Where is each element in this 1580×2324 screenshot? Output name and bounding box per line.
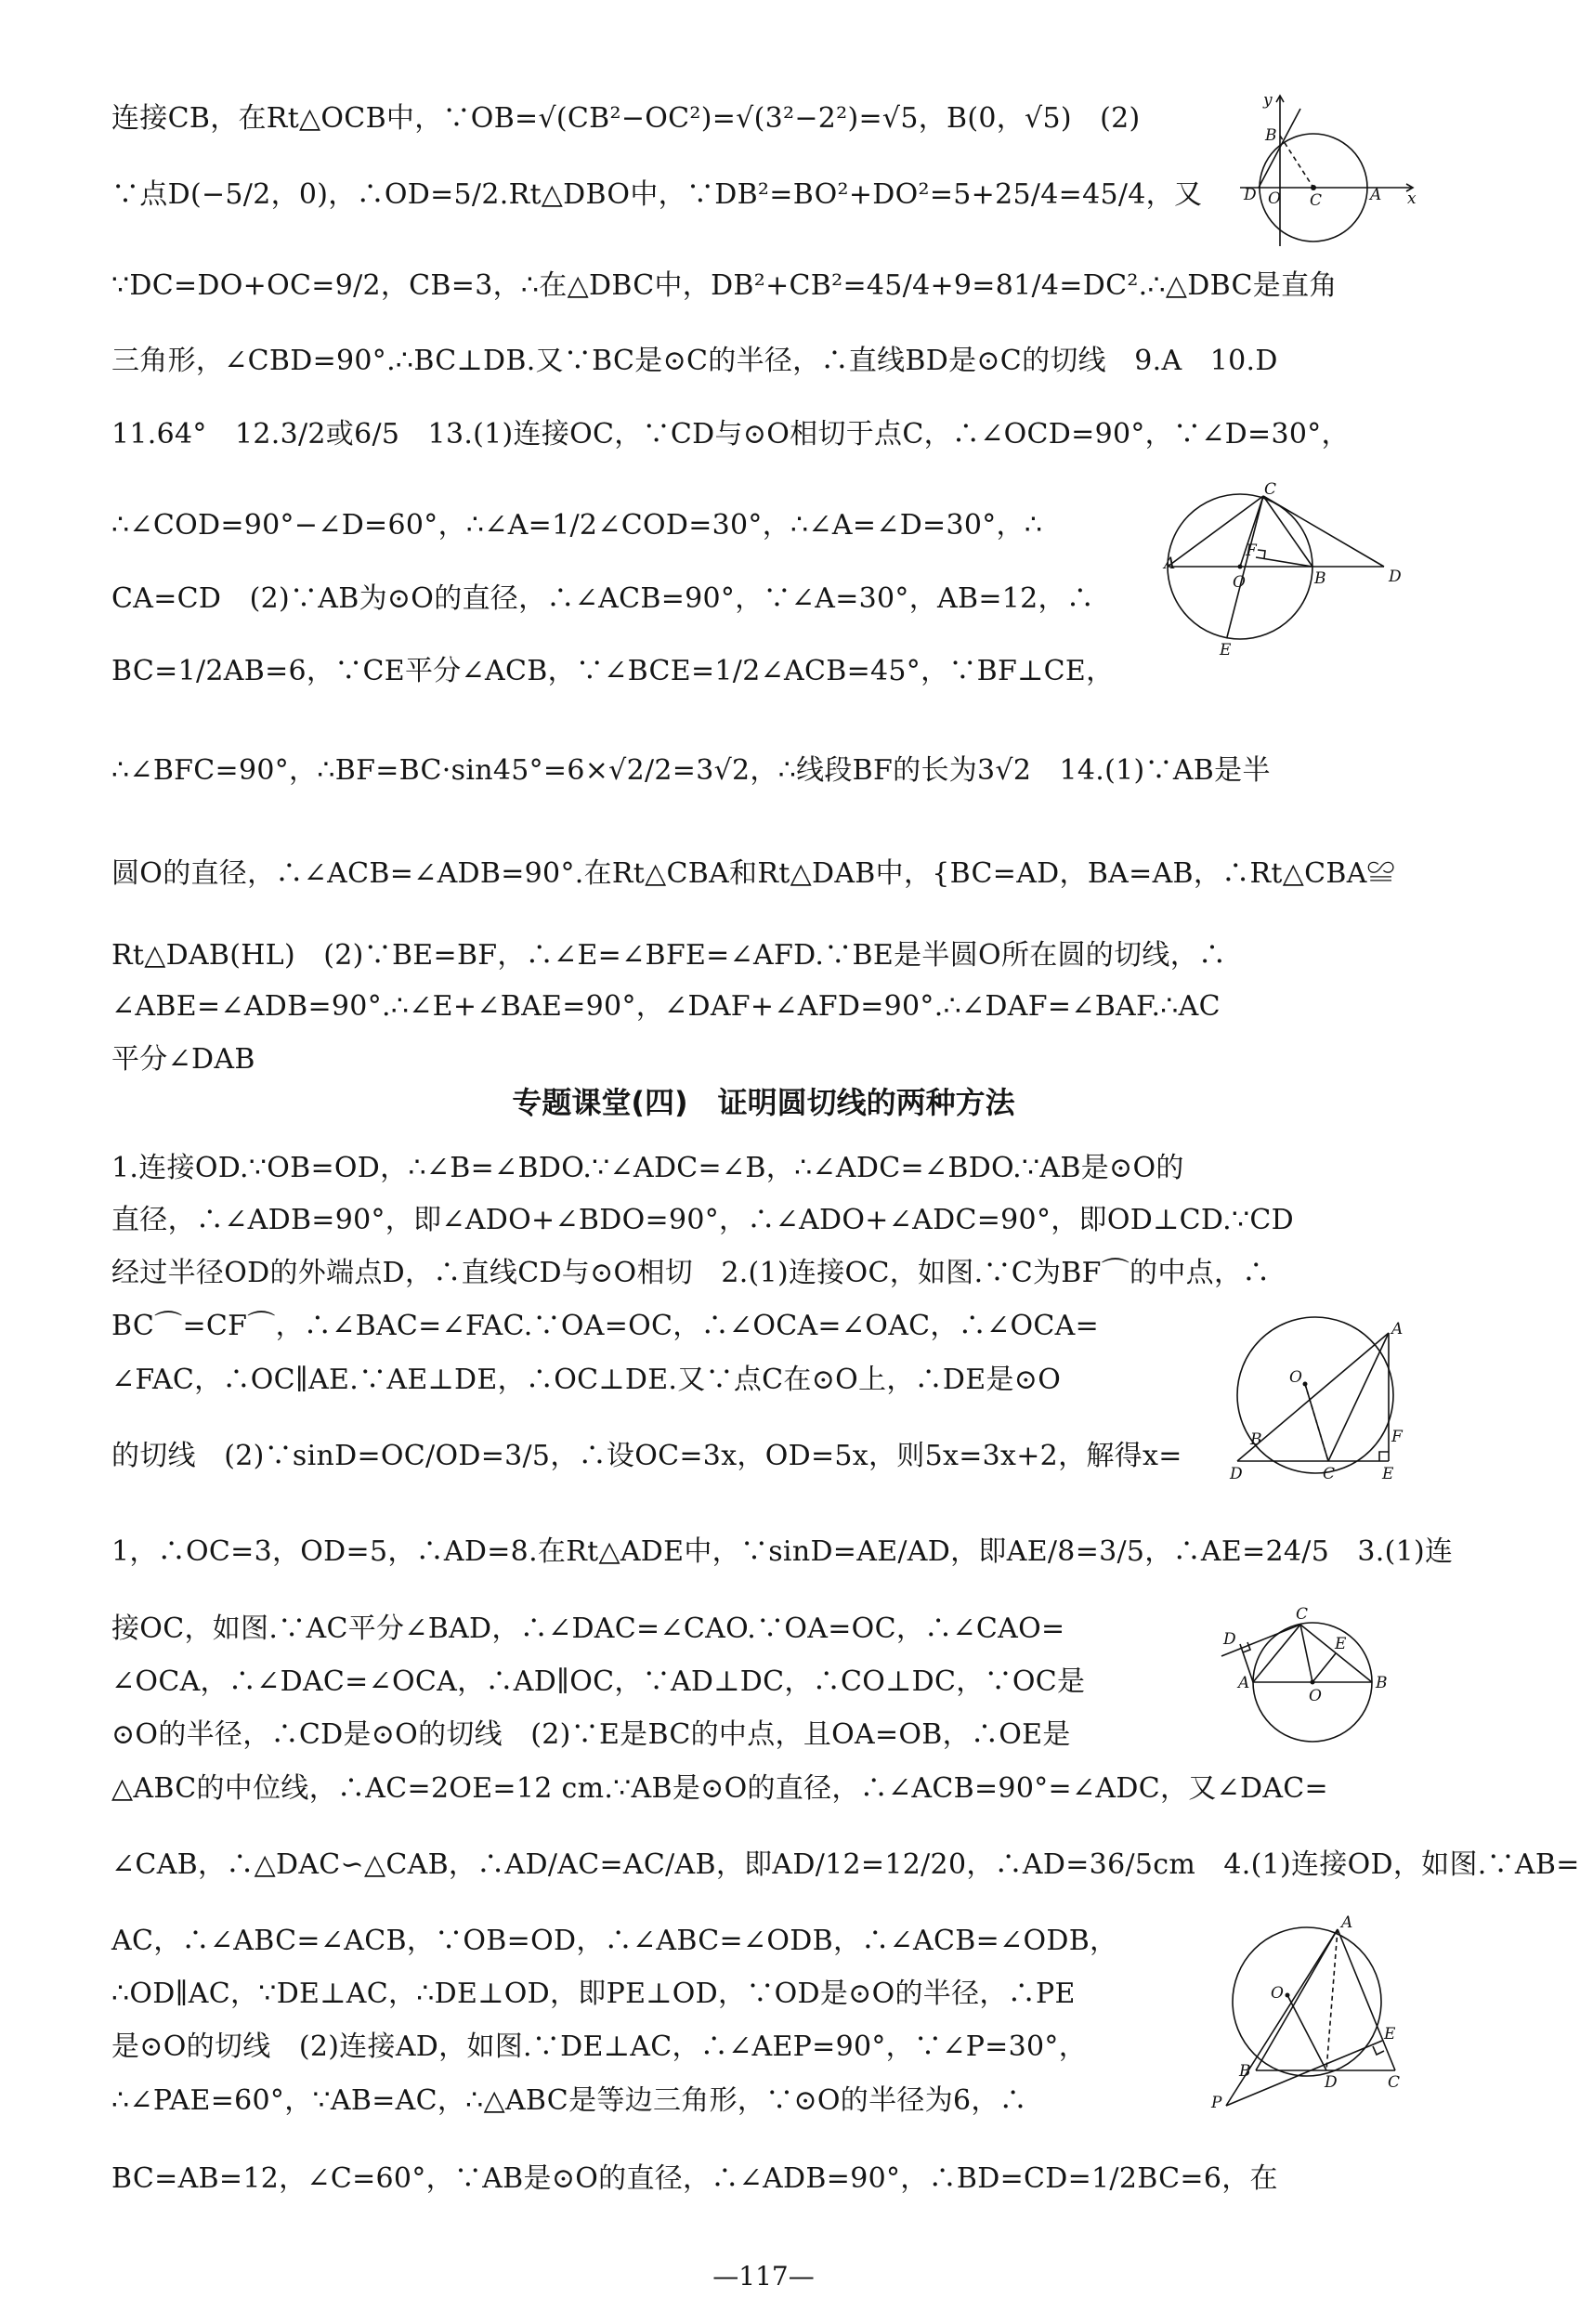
figure-equilateral-circle	[1198, 1909, 1407, 2113]
text-line: ∴OD∥AC，∵DE⊥AC，∴DE⊥OD，即PE⊥OD，∵OD是⊙O的半径，∴PE	[111, 1978, 1076, 2010]
figure-tangent-cd	[1164, 480, 1412, 669]
fig3-label: B	[1250, 1430, 1262, 1449]
text-line: BC=AB=12，∠C=60°，∵AB是⊙O的直径，∴∠ADB=90°，∴BD=CD=1/2BC=6，在	[111, 2162, 1278, 2195]
fig2-label: D	[1389, 568, 1402, 586]
text-line: Rt△DAB(HL) (2)∵BE=BF，∴∠E=∠BFE=∠AFD.∵BE是半圆O所在圆的切线，∴	[111, 939, 1227, 972]
fig2-label: A	[1164, 555, 1176, 573]
fig4-label: E	[1335, 1635, 1347, 1653]
fig3-label: F	[1391, 1428, 1403, 1446]
fig1-label: D	[1244, 186, 1257, 204]
text-line: ∠OCA，∴∠DAC=∠OCA，∴AD∥OC，∵AD⊥DC，∴CO⊥DC，∵OC是	[111, 1665, 1086, 1698]
fig1-label: x	[1407, 189, 1417, 208]
text-line: ∠ABE=∠ADB=90°.∴∠E+∠BAE=90°，∠DAF+∠AFD=90°.∴∠DAF=∠BAF.∴AC	[111, 990, 1221, 1023]
figure-tangent-semicircle	[1212, 1602, 1417, 1742]
text-line: ∠FAC，∴OC∥AE.∵AE⊥DE，∴OC⊥DE.又∵点C在⊙O上，∴DE是⊙O	[111, 1364, 1062, 1396]
text-line: 直径，∴∠ADB=90°，即∠ADO+∠BDO=90°，∴∠ADO+∠ADC=90°，即OD⊥CD.∵CD	[111, 1204, 1294, 1236]
fig5-label: P	[1211, 2094, 1222, 2112]
text-line: CA=CD (2)∵AB为⊙O的直径，∴∠ACB=90°，∵∠A=30°，AB=12，∴	[111, 582, 1095, 615]
text-line: 是⊙O的切线 (2)连接AD，如图.∵DE⊥AC，∴∠AEP=90°，∵∠P=30°，	[111, 2030, 1087, 2063]
fig1-label: A	[1370, 186, 1382, 204]
fig5-label: D	[1325, 2073, 1338, 2092]
section-title: 专题课堂(四) 证明圆切线的两种方法	[512, 1085, 1015, 1120]
fig5-label: C	[1388, 2073, 1401, 2092]
fig1-label: y	[1263, 91, 1273, 110]
text-line: 平分∠DAB	[111, 1043, 255, 1076]
fig3-label: O	[1289, 1368, 1302, 1387]
fig5-label: B	[1239, 2062, 1251, 2081]
fig2-label: E	[1220, 641, 1232, 659]
text-line: 1.连接OD.∵OB=OD，∴∠B=∠BDO.∵∠ADC=∠B，∴∠ADC=∠BDO.∵AB是⊙O的	[111, 1152, 1184, 1184]
page-number: —117—	[712, 2261, 815, 2291]
fig3-label: C	[1323, 1465, 1336, 1483]
fig4-label: A	[1238, 1674, 1250, 1692]
fig4-label: C	[1296, 1605, 1309, 1624]
fig3-label: E	[1382, 1465, 1394, 1483]
text-line: ∵点D(−5/2，0)，∴OD=5/2.Rt△DBO中，∵DB²=BO²+DO²=5+25/4=45/4，又	[111, 178, 1203, 211]
fig2-label: O	[1233, 573, 1246, 592]
fig4-label: D	[1223, 1630, 1236, 1649]
fig1-label: B	[1265, 126, 1277, 145]
text-line: BC⌒=CF⌒，∴∠BAC=∠FAC.∵OA=OC，∴∠OCA=∠OAC，∴∠OCA=	[111, 1310, 1100, 1342]
text-line: ∴∠PAE=60°，∵AB=AC，∴△ABC是等边三角形，∵⊙O的半径为6，∴	[111, 2084, 1027, 2117]
text-line: 的切线 (2)∵sinD=OC/OD=3/5，∴设OC=3x，OD=5x，则5x=3x+2，解得x=	[111, 1440, 1182, 1472]
text-line: ∴∠COD=90°−∠D=60°，∴∠A=1/2∠COD=30°，∴∠A=∠D=30°，∴	[111, 509, 1043, 542]
text-line: BC=1/2AB=6，∵CE平分∠ACB，∵∠BCE=1/2∠ACB=45°，∵BF⊥CE，	[111, 655, 1115, 687]
fig4-label: O	[1309, 1687, 1322, 1705]
text-line: ∴∠BFC=90°，∴BF=BC·sin45°=6×√2/2=3√2，∴线段BF的长为3√2 14.(1)∵AB是半	[111, 754, 1271, 787]
fig3-label: D	[1230, 1465, 1243, 1483]
text-line: ∠CAB，∴△DAC∽△CAB，∴AD/AC=AC/AB，即AD/12=12/20，∴AD=36/5cm 4.(1)连接OD，如图.∵AB=	[111, 1848, 1580, 1881]
fig4-label: B	[1376, 1674, 1388, 1692]
text-line: ⊙O的半径，∴CD是⊙O的切线 (2)∵E是BC的中点，且OA=OB，∴OE是	[111, 1718, 1071, 1751]
text-line: 经过半径OD的外端点D，∴直线CD与⊙O相切 2.(1)连接OC，如图.∵C为BF⌒的中点，∴	[111, 1257, 1271, 1289]
text-line: 接OC，如图.∵AC平分∠BAD，∴∠DAC=∠CAO.∵OA=OC，∴∠CAO=	[111, 1612, 1065, 1645]
fig1-label: O	[1268, 189, 1281, 208]
fig2-label: B	[1314, 569, 1326, 588]
figure-tangent-de	[1226, 1319, 1412, 1486]
text-line: 圆O的直径，∴∠ACB=∠ADB=90°.在Rt△CBA和Rt△DAB中，{BC=AD，BA=AB，∴Rt△CBA≌	[111, 857, 1395, 890]
text-line: 连接CB，在Rt△OCB中，∵OB=√(CB²−OC²)=√(3²−2²)=√5，B(0，√5) (2)	[111, 102, 1141, 135]
fig2-label: C	[1264, 480, 1277, 499]
fig5-label: O	[1271, 1984, 1284, 2003]
text-line: ∵DC=DO+OC=9/2，CB=3，∴在△DBC中，DB²+CB²=45/4+9=81/4=DC².∴△DBC是直角	[111, 269, 1338, 302]
text-line: 1，∴OC=3，OD=5，∴AD=8.在Rt△ADE中，∵sinD=AE/AD，即AE/8=3/5，∴AE=24/5 3.(1)连	[111, 1535, 1454, 1568]
fig5-label: E	[1384, 2025, 1396, 2043]
fig2-label: F	[1246, 542, 1257, 560]
figure-coordinate-circle	[1231, 88, 1421, 251]
text-line: AC，∴∠ABC=∠ACB，∵OB=OD，∴∠ABC=∠ODB，∴∠ACB=∠ODB，	[111, 1925, 1118, 1957]
fig3-label: A	[1391, 1320, 1404, 1338]
fig1-label: C	[1310, 191, 1323, 210]
text-line: 11.64° 12.3/2或6/5 13.(1)连接OC，∵CD与⊙O相切于点C，∴∠OCD=90°，∵∠D=30°，	[111, 418, 1350, 450]
text-line: △ABC的中位线，∴AC=2OE=12 cm.∵AB是⊙O的直径，∴∠ACB=90°=∠ADC，又∠DAC=	[111, 1772, 1328, 1805]
text-line: 三角形，∠CBD=90°.∴BC⊥DB.又∵BC是⊙C的半径，∴直线BD是⊙C的切线 9.A 10.D	[111, 345, 1278, 377]
fig5-label: A	[1341, 1913, 1353, 1932]
